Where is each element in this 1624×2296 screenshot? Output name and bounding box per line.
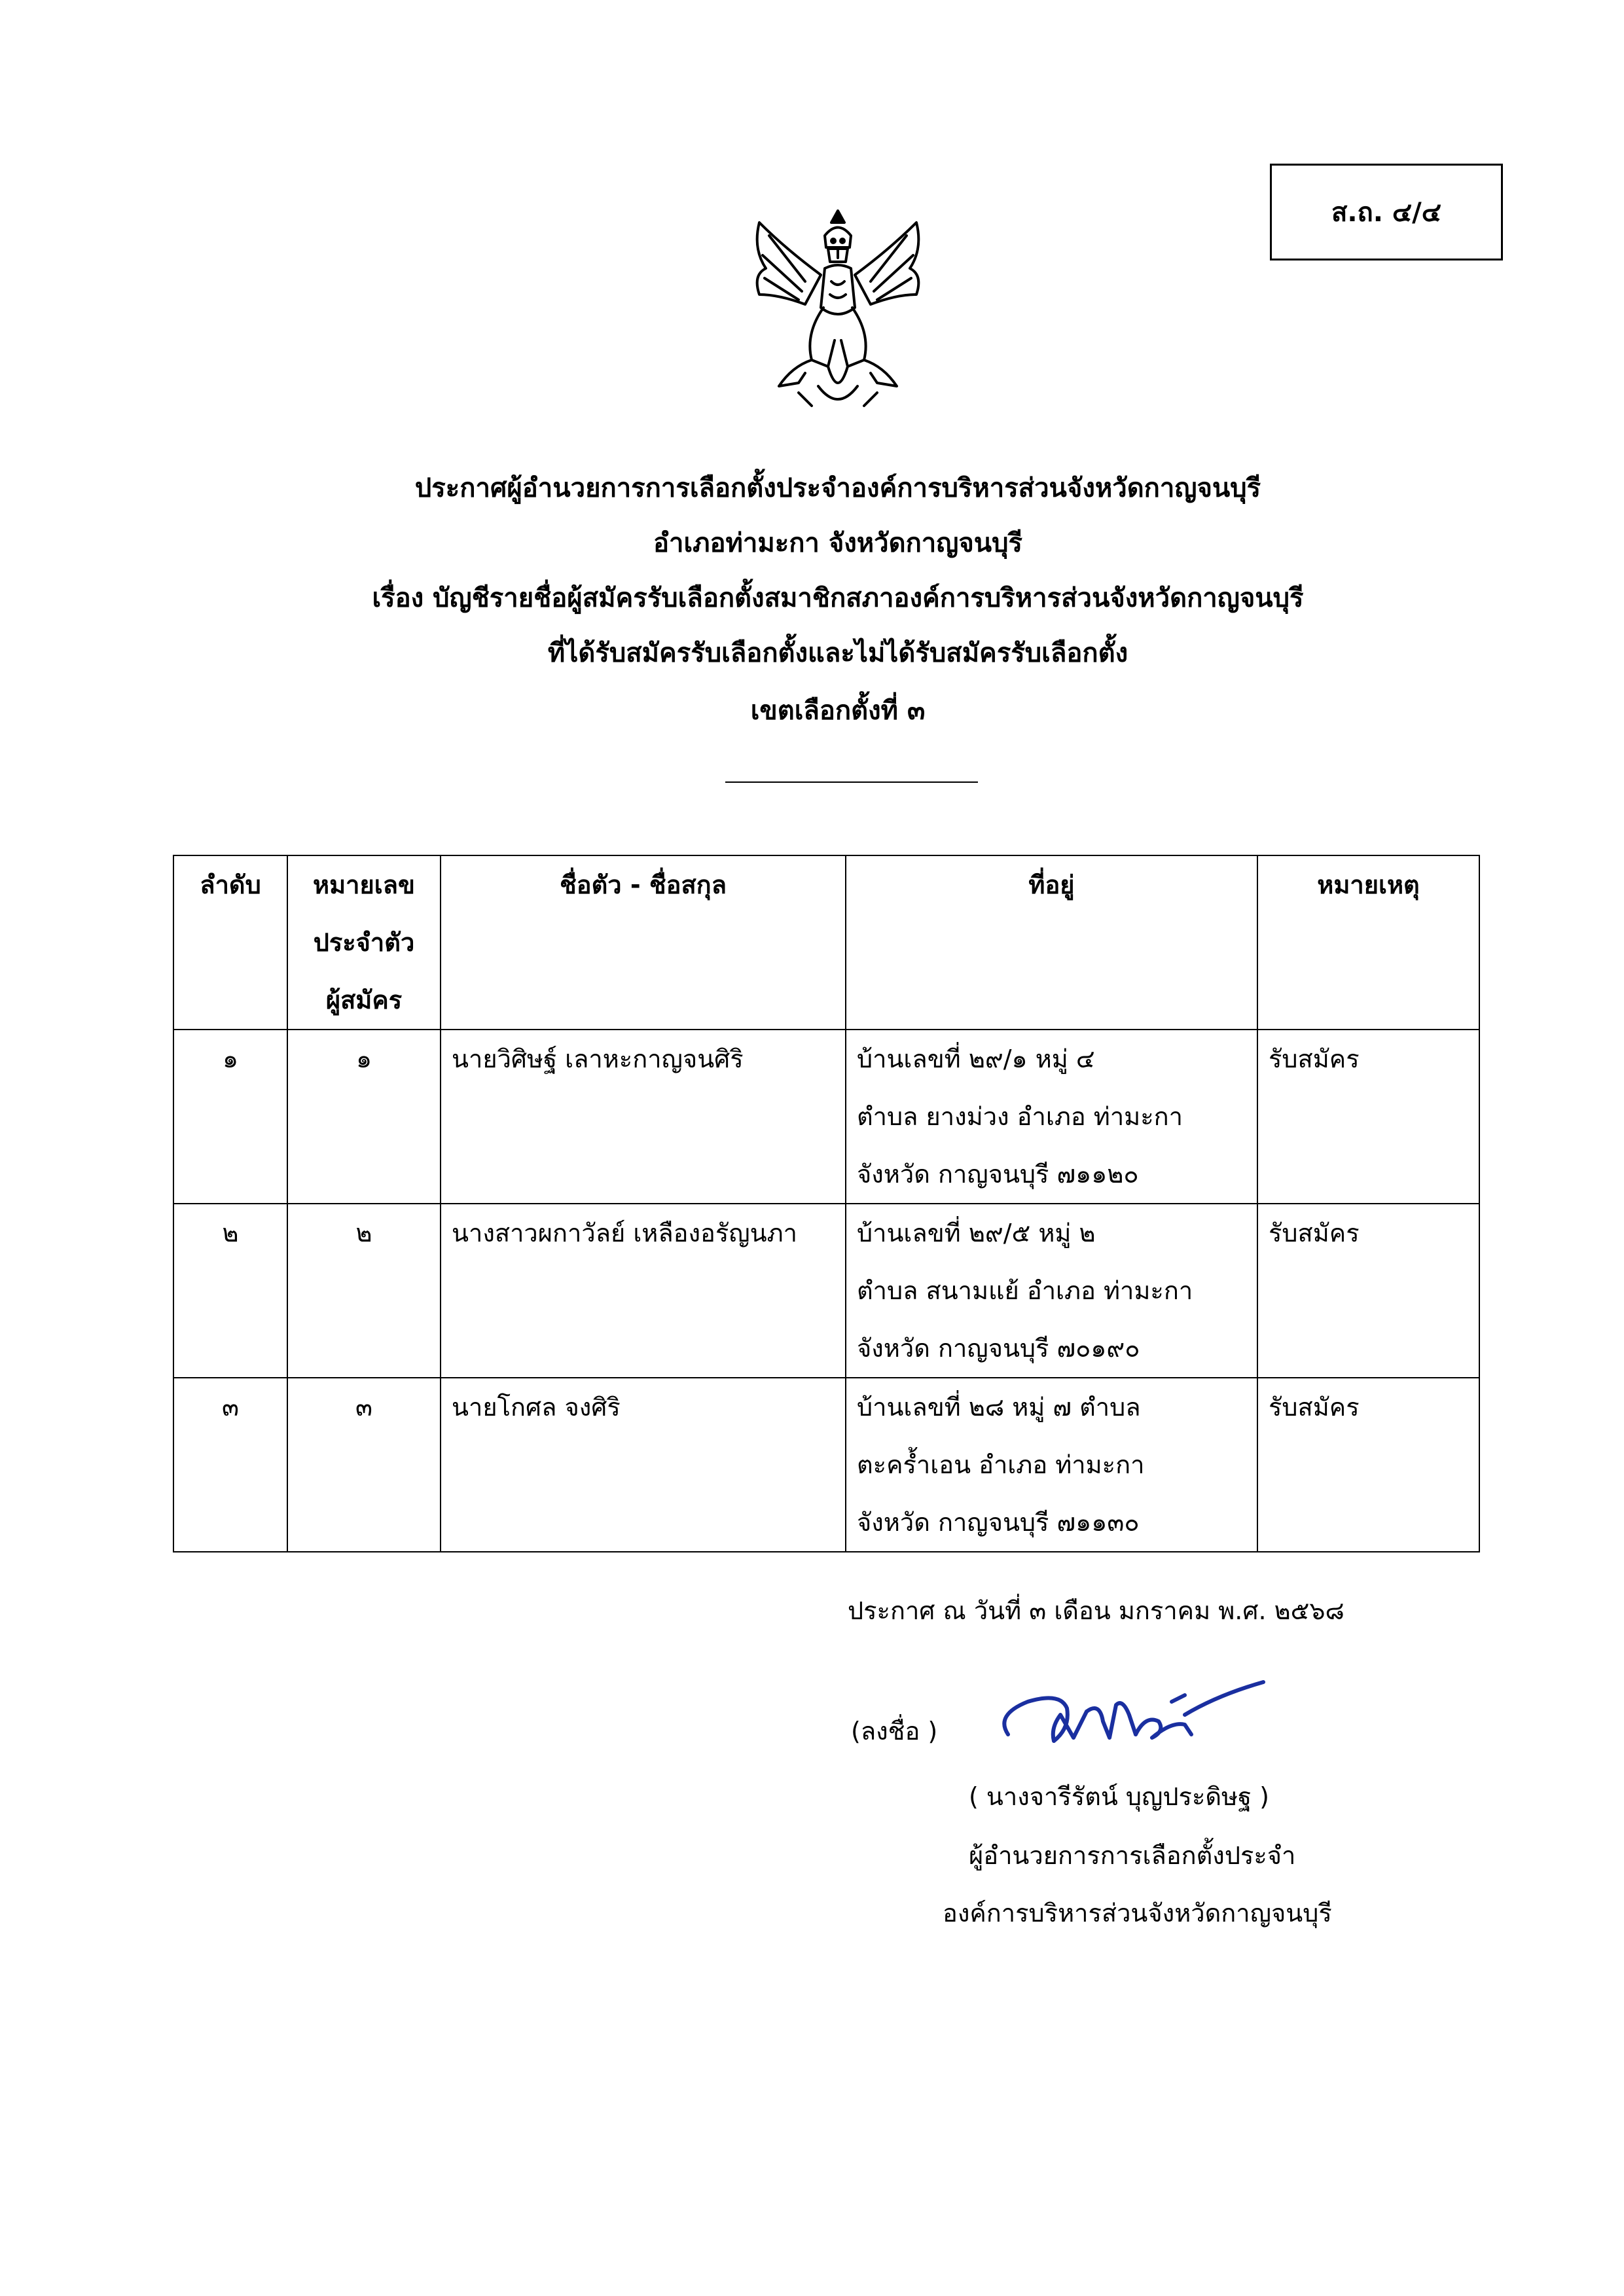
address-line: ตำบล ยางม่วง อำเภอ ท่ามะกา [857, 1102, 1183, 1131]
table-header-row [173, 855, 1479, 1030]
table-row [173, 1030, 1479, 1204]
cell-number: ๓ [287, 1378, 441, 1552]
address-line: บ้านเลขที่ ๒๘ หมู่ ๗ ตำบล [857, 1393, 1141, 1422]
signer-title-line-1: ผู้อำนวยการการเลือกตั้งประจำ [969, 1841, 1296, 1870]
cell-order: ๒ [173, 1204, 287, 1378]
cell-remark: รับสมัคร [1257, 1378, 1479, 1552]
cell-name: นายวิศิษฐ์ เลาหะกาญจนศิริ [441, 1030, 846, 1204]
cell-name: นางสาวผกาวัลย์ เหลืองอรัญนภา [441, 1204, 846, 1378]
handwritten-signature-icon [988, 1676, 1276, 1774]
table-row [173, 1204, 1479, 1378]
header-address: ที่อยู่ [846, 855, 1257, 1030]
table-row [173, 1378, 1479, 1552]
header-number-line-1: หมายเลข [313, 870, 415, 899]
address-line: บ้านเลขที่ ๒๙/๑ หมู่ ๔ [857, 1045, 1095, 1073]
cell-address [846, 1378, 1257, 1552]
cell-remark: รับสมัคร [1257, 1204, 1479, 1378]
signer-name: ( นางจารีรัตน์ บุญประดิษฐ ) [969, 1782, 1269, 1811]
cell-order: ๓ [173, 1378, 287, 1552]
header-number-line-3: ผู้สมัคร [325, 986, 403, 1014]
cell-address [846, 1204, 1257, 1378]
address-line: จังหวัด กาญจนบุรี ๗๑๑๓๐ [857, 1508, 1140, 1537]
address-line: ตำบล สนามแย้ อำเภอ ท่ามะกา [857, 1276, 1193, 1305]
heading-line-2: อำเภอท่ามะกา จังหวัดกาญจนบุรี [653, 528, 1023, 558]
cell-number: ๑ [287, 1030, 441, 1204]
header-order: ลำดับ [173, 855, 287, 1030]
heading-divider [725, 781, 978, 783]
cell-address [846, 1030, 1257, 1204]
cell-number: ๒ [287, 1204, 441, 1378]
header-number-line-2: ประจำตัว [313, 928, 415, 957]
address-line: บ้านเลขที่ ๒๙/๕ หมู่ ๒ [857, 1219, 1096, 1247]
signature-label: (ลงชื่อ ) [851, 1717, 938, 1746]
heading-line-3: เรื่อง บัญชีรายชื่อผู้สมัครรับเลือกตั้งสมาชิกสภาองค์การบริหารส่วนจังหวัดกาญจนบุรี [372, 583, 1304, 613]
cell-name: นายโกศล จงศิริ [441, 1378, 846, 1552]
heading-line-1: ประกาศผู้อำนวยการการเลือกตั้งประจำองค์การบริหารส่วนจังหวัดกาญจนบุรี [414, 473, 1261, 503]
heading-line-4: ที่ได้รับสมัครรับเลือกตั้งและไม่ได้รับสมัครรับเลือกตั้ง [547, 638, 1128, 668]
form-code: ส.ถ. ๔/๔ [1331, 198, 1442, 228]
header-number [287, 855, 441, 1030]
header-name: ชื่อตัว - ชื่อสกุล [441, 855, 846, 1030]
candidate-table [173, 855, 1480, 1552]
announcement-date: ประกาศ ณ วันที่ ๓ เดือน มกราคม พ.ศ. ๒๕๖๘ [848, 1596, 1344, 1625]
address-line: จังหวัด กาญจนบุรี ๗๑๑๒๐ [857, 1160, 1139, 1189]
form-code-box [1270, 164, 1503, 260]
cell-order: ๑ [173, 1030, 287, 1204]
header-remark: หมายเหตุ [1257, 855, 1479, 1030]
garuda-emblem-icon [733, 209, 949, 419]
address-line: ตะคร้ำเอน อำเภอ ท่ามะกา [857, 1450, 1145, 1479]
address-line: จังหวัด กาญจนบุรี ๗๐๑๙๐ [857, 1334, 1140, 1363]
cell-remark: รับสมัคร [1257, 1030, 1479, 1204]
heading-line-5: เขตเลือกตั้งที่ ๓ [750, 696, 926, 726]
signer-title-line-2: องค์การบริหารส่วนจังหวัดกาญจนบุรี [943, 1899, 1332, 1928]
